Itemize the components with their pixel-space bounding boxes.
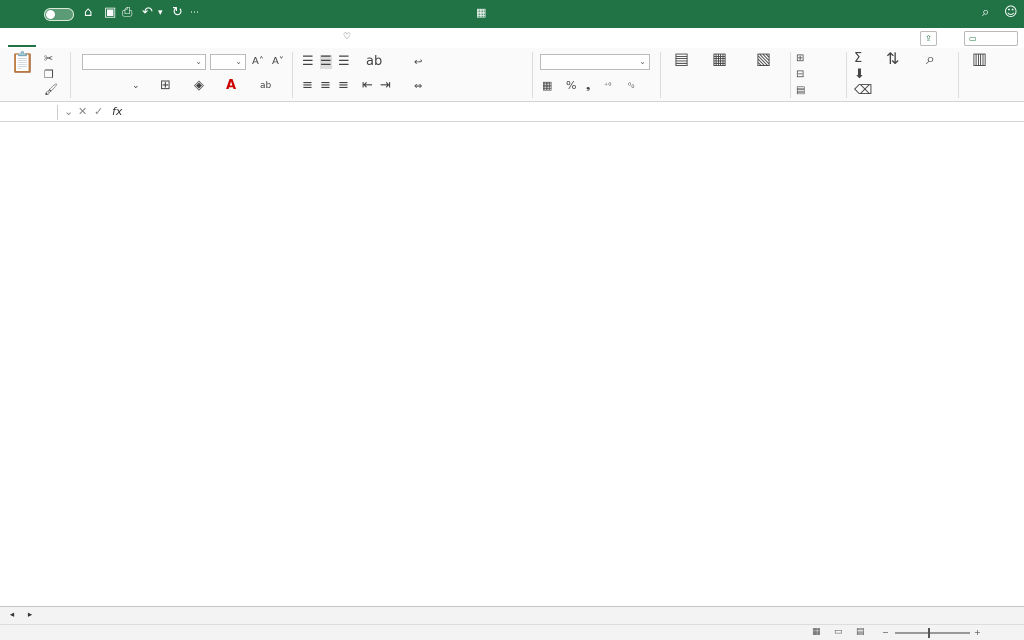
redo-icon[interactable]: ↻ xyxy=(172,5,183,20)
formula-bar xyxy=(0,102,1024,122)
number-format-select[interactable]: ⌄ xyxy=(540,54,650,70)
find-icon[interactable]: ⌕ xyxy=(926,49,935,68)
underline-dropdown-icon[interactable]: ⌄ xyxy=(132,81,140,91)
ribbon-toolbar xyxy=(0,48,1024,102)
fill-color-icon[interactable]: ◈ xyxy=(194,78,204,93)
ribbon-tabs xyxy=(0,28,1024,48)
normal-view-icon[interactable]: ▦ xyxy=(812,627,821,637)
title-bar xyxy=(0,0,1024,28)
format-cells-icon: ▤ xyxy=(796,85,806,96)
increase-decimal-icon[interactable]: ⁺⁰ xyxy=(604,81,612,90)
lightbulb-icon: ♡ xyxy=(343,32,352,42)
prev-sheet-icon[interactable]: ◂ xyxy=(9,610,15,620)
analyze-data-icon[interactable]: ▥ xyxy=(972,49,988,68)
undo-icon[interactable]: ↶ xyxy=(142,5,153,20)
more-icon[interactable]: ⋯ xyxy=(190,8,199,18)
sheet-tabs-bar xyxy=(0,606,1024,624)
search-icon[interactable]: ⌕ xyxy=(982,5,990,20)
sort-filter-icon[interactable]: ⇅ xyxy=(886,49,900,68)
phonetic-icon[interactable]: ab xyxy=(260,81,272,91)
cell-styles-icon[interactable]: ▧ xyxy=(756,49,772,68)
indent-increase-icon[interactable]: ⇥ xyxy=(380,78,391,93)
formula-dropdown-icon[interactable]: ⌄ xyxy=(64,105,74,118)
save-icon[interactable]: ▣ xyxy=(104,5,117,20)
wrap-text-icon: ↩ xyxy=(414,57,423,68)
delete-cells-icon: ⊟ xyxy=(796,69,805,80)
paste-icon[interactable]: 📋 xyxy=(10,50,35,74)
percent-icon[interactable]: % xyxy=(566,79,577,92)
clear-icon[interactable]: ⌫ xyxy=(854,83,873,98)
format-as-table-icon[interactable]: ▦ xyxy=(712,49,728,68)
insert-function-icon[interactable]: fx xyxy=(112,105,123,118)
orientation-icon[interactable]: ab xyxy=(366,54,383,69)
align-top-icon[interactable]: ☰ xyxy=(302,54,314,69)
insert-cells-icon: ⊞ xyxy=(796,53,805,64)
status-bar xyxy=(0,624,1024,640)
currency-icon[interactable]: ▦ xyxy=(542,79,553,92)
zoom-out-icon[interactable]: − xyxy=(882,628,889,637)
decrease-decimal-icon[interactable]: ⁰₀ xyxy=(628,81,635,90)
cancel-icon[interactable]: ✕ xyxy=(78,105,88,118)
excel-doc-icon: ▦ xyxy=(476,6,487,19)
active-tab-indicator xyxy=(8,45,36,47)
borders-icon[interactable]: ⊞ xyxy=(160,78,171,93)
autosum-icon[interactable]: Σ xyxy=(854,51,863,66)
spreadsheet-grid xyxy=(0,122,1024,606)
conditional-format-icon[interactable]: ▤ xyxy=(674,49,690,68)
account-icon[interactable]: ☺ xyxy=(1004,5,1018,20)
zoom-in-icon[interactable]: + xyxy=(974,628,981,637)
autosave-toggle[interactable] xyxy=(44,8,74,21)
merge-icon: ⇔ xyxy=(414,81,423,92)
formula-input[interactable] xyxy=(130,105,1010,120)
zoom-slider[interactable] xyxy=(895,632,970,634)
font-color-icon[interactable]: A xyxy=(226,78,237,93)
copy-icon[interactable]: ❐ xyxy=(44,68,54,81)
share-icon: ⇪ xyxy=(925,34,932,43)
align-left-icon[interactable]: ≡ xyxy=(302,78,313,93)
align-center-icon[interactable]: ≡ xyxy=(320,78,331,93)
increase-font-icon[interactable]: A˄ xyxy=(252,56,264,67)
comment-icon: ▭ xyxy=(969,34,977,43)
comment-button[interactable] xyxy=(964,31,1018,46)
print-icon[interactable]: ⎙ xyxy=(122,5,133,20)
cut-icon[interactable]: ✂ xyxy=(44,52,54,65)
align-middle-icon[interactable]: ☰ xyxy=(320,54,332,69)
font-name-select[interactable]: ⌄ xyxy=(82,54,206,70)
zoom-slider-knob[interactable] xyxy=(928,628,930,638)
align-right-icon[interactable]: ≡ xyxy=(338,78,349,93)
page-break-view-icon[interactable]: ▤ xyxy=(856,627,865,637)
align-bottom-icon[interactable]: ☰ xyxy=(338,54,350,69)
format-painter-icon[interactable]: 🖌 xyxy=(44,83,58,96)
font-size-select[interactable]: ⌄ xyxy=(210,54,246,70)
undo-dropdown-icon[interactable]: ▾ xyxy=(158,8,163,18)
decrease-font-icon[interactable]: A˅ xyxy=(272,56,284,67)
enter-icon[interactable]: ✓ xyxy=(94,105,104,118)
share-button[interactable] xyxy=(920,31,937,46)
comma-icon[interactable]: ❟ xyxy=(586,79,591,92)
indent-decrease-icon[interactable]: ⇤ xyxy=(362,78,373,93)
home-icon[interactable]: ⌂ xyxy=(84,5,93,20)
fill-icon[interactable]: ⬇ xyxy=(854,67,865,82)
name-box[interactable] xyxy=(2,105,58,120)
next-sheet-icon[interactable]: ▸ xyxy=(27,610,33,620)
page-layout-view-icon[interactable]: ▭ xyxy=(834,627,843,637)
